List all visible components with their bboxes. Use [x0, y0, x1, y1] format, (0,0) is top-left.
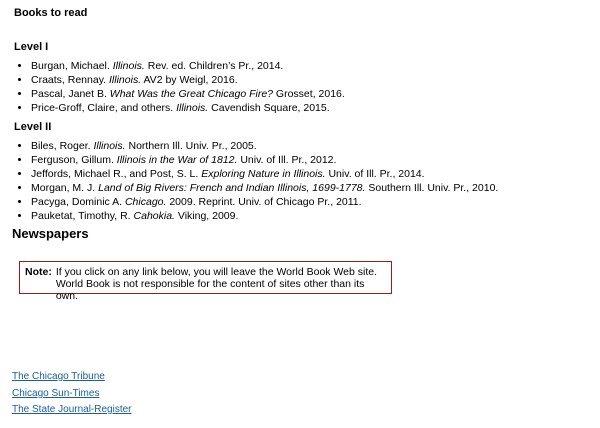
book-title: Exploring Nature in Illinois. — [201, 168, 326, 180]
book-author: Jeffords, Michael R., and Post, S. L. — [31, 168, 202, 180]
book-author: Pascal, Janet B. — [31, 88, 110, 100]
book-title: Chicago. — [124, 196, 167, 208]
book-item — [31, 195, 591, 209]
book-author: Ferguson, Gillum. — [31, 154, 117, 166]
note-text: If you click on any link below, you will leave the World Book Web site. World Book is not responsible for the content of sites other than its own. — [55, 266, 378, 302]
book-author: Price-Groff, Claire, and others. — [31, 102, 177, 114]
external-link-note — [19, 261, 392, 302]
newspapers-heading: Newspapers — [12, 226, 89, 241]
book-title: Illinois in the War of 1812. — [116, 154, 238, 166]
link-chicago-tribune[interactable]: The Chicago Tribune — [12, 371, 105, 382]
book-title: Land of Big Rivers: French and Indian Illinois, 1699-1778. — [98, 182, 366, 194]
book-item — [31, 167, 591, 181]
book-item — [31, 153, 591, 167]
note-label: Note: — [25, 266, 52, 278]
book-item — [31, 181, 591, 195]
book-item — [31, 139, 591, 153]
book-title: Cahokia. — [133, 210, 175, 222]
link-chicago-sun-times[interactable]: Chicago Sun-Times — [12, 387, 100, 399]
level-1-heading: Level I — [14, 41, 49, 53]
book-publisher: Grosset, 2016. — [273, 88, 345, 100]
book-title: Illinois. — [93, 140, 126, 152]
book-item — [31, 73, 591, 87]
book-title: What Was the Great Chicago Fire? — [109, 88, 274, 100]
book-title: Illinois. — [176, 102, 209, 114]
book-author: Burgan, Michael. — [31, 60, 113, 72]
book-publisher: Cavendish Square, 2015. — [208, 102, 330, 114]
book-author: Craats, Rennay. — [31, 74, 110, 86]
book-publisher: 2009. Reprint. Univ. of Chicago Pr., 2011. — [166, 196, 362, 208]
book-title: Illinois. — [112, 60, 145, 72]
book-author: Morgan, M. J. — [31, 182, 99, 194]
book-publisher: AV2 by Weigl, 2016. — [141, 74, 238, 86]
book-author: Biles, Roger. — [31, 140, 94, 152]
book-title: Illinois. — [109, 74, 142, 86]
book-author: Pacyga, Dominic A. — [31, 196, 125, 208]
book-publisher: Northern Ill. Univ. Pr., 2005. — [125, 140, 257, 152]
note-row — [25, 266, 385, 302]
book-item — [31, 209, 591, 223]
book-publisher: Univ. of Ill. Pr., 2014. — [325, 168, 425, 180]
books-to-read-heading: Books to read — [14, 7, 88, 19]
book-publisher: Viking, 2009. — [174, 210, 239, 222]
level-2-heading: Level II — [14, 121, 52, 133]
newspaper-links — [12, 369, 132, 419]
book-publisher: Southern Ill. Univ. Pr., 2010. — [365, 182, 499, 194]
book-publisher: Rev. ed. Children’s Pr., 2014. — [144, 60, 284, 72]
book-item — [31, 101, 591, 115]
book-item — [31, 59, 591, 73]
book-item — [31, 87, 591, 101]
level-1-book-list — [0, 59, 591, 115]
link-state-journal-register[interactable]: The State Journal-Register — [12, 404, 132, 415]
book-author: Pauketat, Timothy, R. — [31, 210, 134, 222]
level-2-book-list — [0, 139, 591, 223]
book-publisher: Univ. of Ill. Pr., 2012. — [237, 154, 337, 166]
